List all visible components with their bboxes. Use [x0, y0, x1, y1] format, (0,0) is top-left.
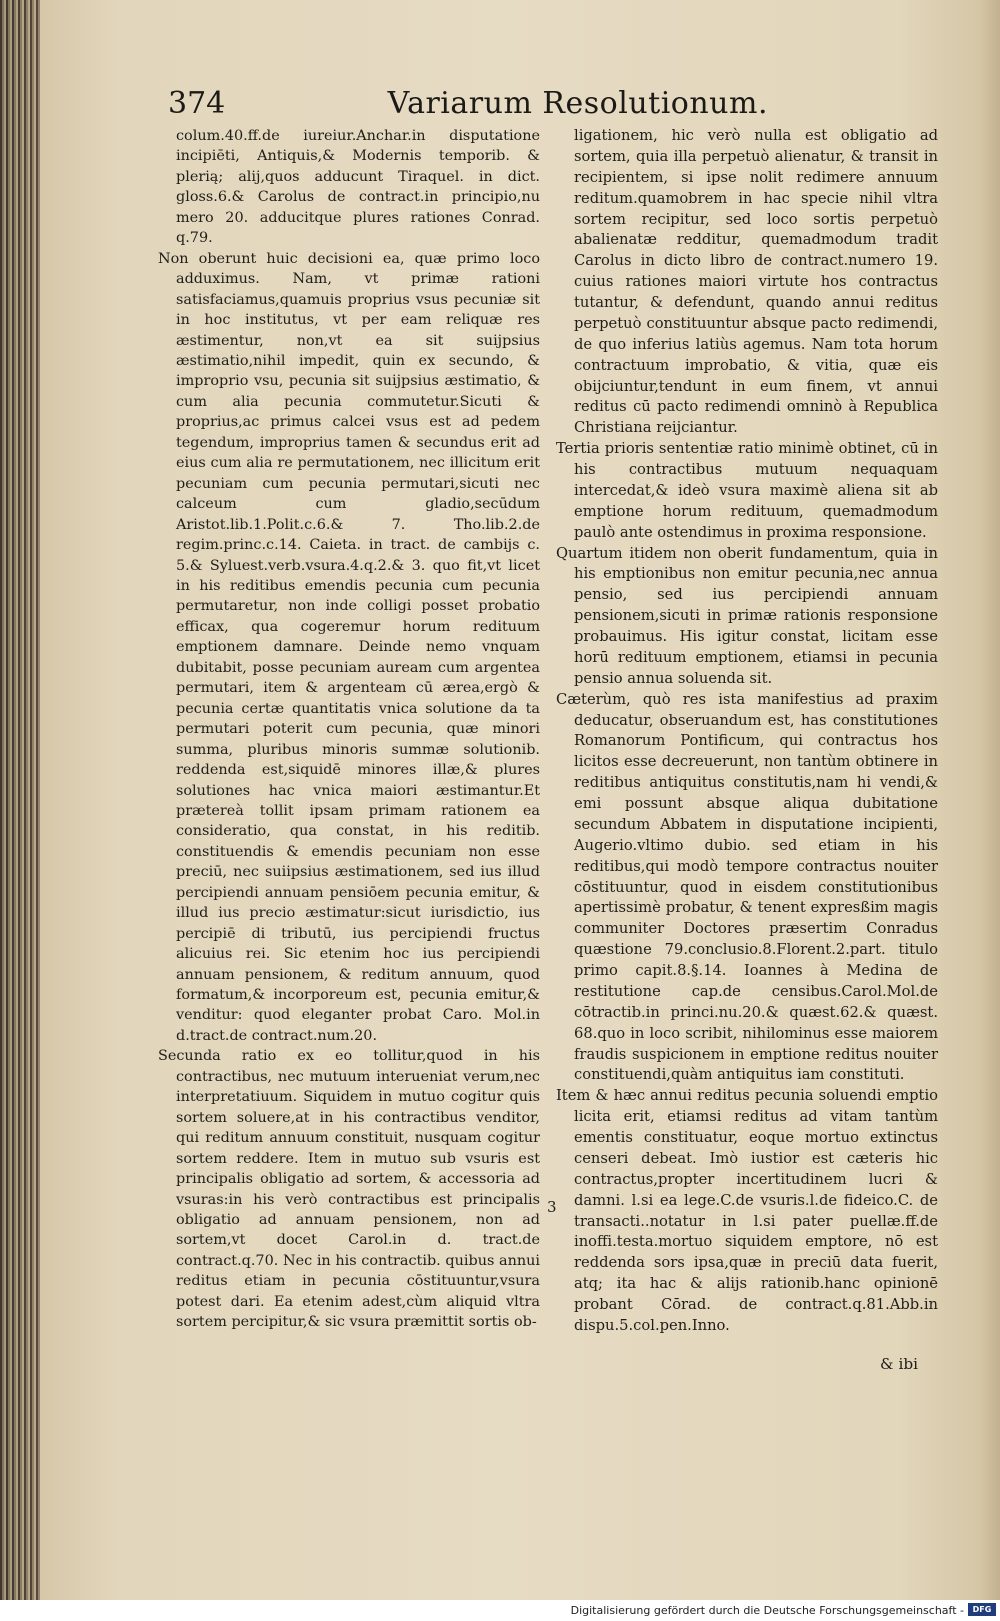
paragraph: Tertia prioris sententiæ ratio minimè obtinet, cū in his contractibus mutuum nequaquam intercedat,& ideò vsura maximè aliena sit ab emptione horum redituum, quemadmodum paulò ante ostendimus in proxima responsione.	[556, 440, 938, 541]
left-column	[158, 126, 540, 1333]
paragraph: Cæterùm, quò res ista manifestius ad praxim deducatur, obseruandum est, has constitutiones Romanorum Pontificum, qui contractus hos licitos esse decreuerunt, non tantùm obtinere in reditibus antiquitus constitutis,nam hi vendi,& emi possunt absque aliqua dubitatione secundum Abbatem in disputatione incipienti, Augerio.vltimo dubio. sed etiam in his reditibus,qui modò tempore contractus nouiter cōstituuntur, quod in eisdem constitutionibus apertissimè probatur, & tenent expresßim magis communiter Doctores præsertim Conradus quæstione 79.conclusio.8.Florent.2.part. titulo primo capit.8.§.14. Ioannes à Medina de restitutione cap.de censibus.Carol.Mol.de cōtractib.in princi.nu.20.& quæst.62.& quæst. 68.quo in loco scribit, nihilominus esse maiorem fraudis suspicionem in emptione reditus nouiter constituendi,quàm antiquitus iam constituti.	[556, 690, 938, 1084]
digitization-footer	[0, 1600, 1000, 1621]
right-column	[556, 126, 938, 1337]
running-title: Variarum Resolutionum.	[387, 86, 768, 121]
paragraph: Secunda ratio ex eo tollitur,quod in his contractibus, nec mutuum interueniat verum,nec interpretatiuum. Siquidem in mutuo cogitur quis sortem soluere,at in his contractibus venditor, qui reditum annuum constituit, nusquam cogitur sortem reddere. Item in mutuo sub vsuris est principalis obligatio ad sortem, & accessoria ad vsuras:in his verò contractibus est principalis obligatio ad annuam pensionem, non ad sortem,vt docet Carol.in d. tract.de contract.q.70. Nec in his contractib. quibus annui reditus etiam in pecunia cōstituuntur,vsura potest dari. Ea etenim adest,cùm aliquid vltra sortem percipitur,& sic vsura præmittit sortis ob-	[158, 1048, 540, 1331]
paragraph: ligationem, hic verò nulla est obligatio ad sortem, quia illa perpetuò alienatur, & transit in recipientem, si ipse nolit redimere annuum reditum.quamobrem in hac specie nihil vltra sortem recipitur, sed loco sortis perpetuò abalienatæ redditur, quemadmodum tradit Carolus in dicto libro de contract.numero 19. cuius rationes maiori virtute hos contractus tutantur, & defendunt, quando annui reditus perpetuò constituuntur absque pacto redimendi, de quo inferius latiùs agemus. Nam tota horum contractuum improbatio, & vitia, quæ eis obijciuntur,tendunt in eum finem, vt annui reditus cū pacto redimendi omninò à Republica Christiana reijciantur.	[574, 127, 938, 437]
paragraph: Non oberunt huic decisioni ea, quæ primo loco adduximus. Nam, vt primæ rationi satisfaciamus,quamuis proprius vsus pecuniæ sit in hoc institutus, vt per eam reliquæ res æstimentur, non,vt ea sit suijpsius æstimatio,nihil impedit, quin ex secundo, & improprio vsu, pecunia sit suijpsius æstimatio, & cum alia pecunia commutetur.Sicuti & proprius,ac primus calcei vsus est ad pedem tegendum, improprius tamen & secundus erit ad eius cum alia re permutationem, nec illicitum erit pecuniam cum pecunia permutari,sicuti nec calceum cum gladio,secūdum Aristot.lib.1.Polit.c.6.& 7. Tho.lib.2.de regim.princ.c.14. Caieta. in tract. de cambijs c. 5.& Syluest.verb.vsura.4.q.2.& 3. quo fit,vt licet in his reditibus emendis pecunia cum pecunia permutaretur, non inde colligi posset probatio efficax, qua cogeremur horum redituum emptionem damnare. Deinde nemo vnquam dubitabit, posse pecuniam auream cum argentea permutari, item & argenteam cū ærea,ergò & pecunia certæ quantitatis vnica solutione da ta permutari poterit cum pecunia, quæ minori summa, pluribus minoris summæ solutionib. reddenda est,siquidē minores illæ,& plures solutiones hac vnica maiori æstimantur.Et prætereà tollit ipsam primam rationem ea consideratio, qua constat, in his reditib. constituendis & emendis pecuniam non esse preciū, nec suiipsius æstimationem, sed ius illud percipiendi annuam pensiōem pecunia emitur, & illud ius precio æstimatur:sicut iurisdictio, ius percipiē di tributū, ius percipiendi fructus alicuius rei. Sic etenim hoc ius percipiendi annuam pensionem, & reditum annuum, quod formatum,& incorporeum est, pecunia emitur,& venditur: quod eleganter probat Caro. Mol.in d.tract.de contract.num.20.	[158, 250, 540, 1044]
catchword: & ibi	[880, 1355, 919, 1373]
book-edge	[0, 0, 40, 1600]
page-number: 374	[168, 86, 226, 121]
dfg-logo-icon: DFG	[968, 1603, 996, 1616]
paragraph: Quartum itidem non oberit fundamentum, quia in his emptionibus non emitur pecunia,nec annua pensio, sed ius percipiendi annuam pensionem,sicuti in primæ rationis responsione probauimus. His igitur constat, licitam esse horū redituum emptionem, etiamsi in pecunia pensio annua soluenda sit.	[556, 544, 938, 687]
paragraph: Item & hæc annui reditus pecunia soluendi emptio licita erit, etiamsi reditus ad vitam tantùm ementis constituatur, eoque mortuo extinctus censeri debeat. Imò iustior est cæteris hic contractus,propter incertitudinem lucri & damni. l.si ea lege.C.de vsuris.l.de fideico.C. de transacti..notatur in l.si pater puellæ.ff.de inoffi.testa.mortuo siquidem emptore, nō est reddenda sors ipsa,quæ in preciū data fuerit, atq; ita hac & alijs rationib.hanc opinionē probant Cōrad. de contract.q.81.Abb.in dispu.5.col.pen.Inno.	[556, 1087, 938, 1334]
paragraph: colum.40.ff.de iureiur.Anchar.in disputatione incipiēti, Antiquis,& Modernis temporib. & plerią; alij,quos adducunt Tiraquel. in dict. gloss.6.& Carolus de contract.in principio,nu mero 20. adducitque plures rationes Conrad. q.79.	[176, 128, 540, 247]
funding-credit: Digitalisierung gefördert durch die Deutsche Forschungsgemeinschaft -	[570, 1604, 964, 1617]
page-header	[168, 86, 768, 126]
marginal-number: 3	[547, 1198, 557, 1216]
